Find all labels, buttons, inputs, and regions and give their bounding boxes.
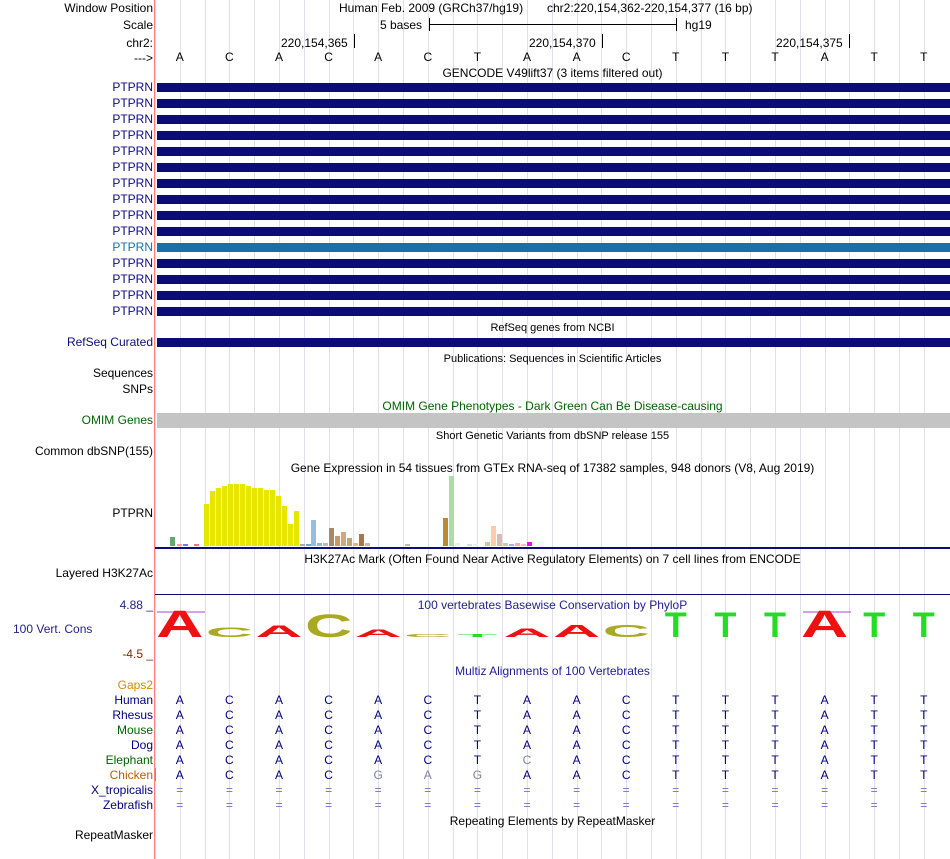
alignment-base: T	[870, 723, 878, 737]
alignment-base: C	[324, 723, 333, 737]
alignment-base: C	[522, 753, 532, 767]
alignment-base: T	[721, 723, 730, 737]
gtex-track-title[interactable]: Gene Expression in 54 tissues from GTEx RNA-seq of 17382 samples, 948 donors (V8, Aug 2019)	[290, 461, 815, 475]
alignment-base: T	[870, 693, 878, 707]
sequence-base: T	[721, 50, 730, 64]
alignment-base: A	[572, 693, 581, 707]
conservation-logo-letter: A	[255, 622, 303, 641]
alignment-base: A	[820, 753, 829, 767]
species-label[interactable]: Human	[114, 693, 153, 707]
alignment-base: T	[870, 768, 878, 782]
alignment-base: =	[473, 798, 481, 812]
tick-label: 220,154,375	[776, 36, 843, 50]
alignment-base: G	[472, 768, 483, 782]
alignment-base: =	[325, 798, 333, 812]
conservation-max-label: 4.88 _	[119, 598, 153, 612]
alignment-base: =	[771, 798, 779, 812]
gencode-transcript-label[interactable]: PTPRN	[112, 96, 153, 110]
scale-bases: 5 bases	[380, 18, 423, 32]
species-label[interactable]: Dog	[130, 738, 153, 752]
species-label[interactable]: X_tropicalis	[90, 783, 153, 797]
alignment-base: A	[175, 738, 184, 752]
sequence-base: C	[621, 50, 631, 64]
sequence-base: T	[473, 50, 482, 64]
alignment-base: C	[621, 723, 631, 737]
alignment-base: A	[820, 738, 829, 752]
sequences-label[interactable]: Sequences	[92, 366, 153, 380]
alignment-base: C	[324, 738, 333, 752]
gencode-transcript-label[interactable]: PTPRN	[112, 304, 153, 318]
alignment-base: T	[920, 768, 928, 782]
alignment-base: C	[225, 753, 234, 767]
sequence-base: A	[820, 50, 829, 64]
alignment-base: =	[573, 783, 581, 797]
alignment-base: T	[672, 738, 680, 752]
alignment-base: T	[721, 753, 730, 767]
alignment-base: A	[522, 723, 531, 737]
position-text[interactable]: chr2:220,154,362-220,154,377 (16 bp)	[547, 1, 753, 15]
alignment-base: A	[522, 693, 531, 707]
alignment-base: A	[572, 723, 581, 737]
conservation-label[interactable]: 100 Vert. Cons	[13, 622, 93, 636]
alignment-base: C	[225, 708, 234, 722]
alignment-base: A	[175, 753, 184, 767]
alignment-base: C	[423, 693, 433, 707]
gaps-label[interactable]: Gaps2	[117, 678, 153, 692]
sequence-base: A	[274, 50, 283, 64]
alignment-base: =	[424, 783, 432, 797]
species-label[interactable]: Mouse	[116, 723, 153, 737]
alignment-base: T	[721, 768, 730, 782]
gencode-transcript-label[interactable]: PTPRN	[112, 288, 153, 302]
alignment-base: =	[473, 783, 481, 797]
gencode-transcript-label[interactable]: PTPRN	[112, 240, 153, 254]
alignment-base: T	[672, 693, 680, 707]
alignment-base: T	[920, 693, 928, 707]
tick-label: 220,154,365	[281, 36, 348, 50]
conservation-logo-letter: C	[404, 633, 452, 638]
alignment-base: A	[522, 708, 531, 722]
dbsnp-track-title[interactable]: Short Genetic Variants from dbSNP release 155	[435, 430, 670, 442]
alignment-base: =	[275, 798, 283, 812]
conservation-logo-letter: A	[354, 627, 402, 640]
alignment-base: A	[423, 768, 432, 782]
alignment-base: C	[423, 708, 433, 722]
alignment-base: T	[870, 753, 878, 767]
window-position-label: Window Position	[64, 1, 153, 15]
alignment-base: A	[374, 723, 383, 737]
alignment-base: A	[522, 768, 531, 782]
h3k27ac-label[interactable]: Layered H3K27Ac	[55, 566, 153, 580]
alignment-base: A	[572, 738, 581, 752]
alignment-base: C	[621, 708, 631, 722]
alignment-base: =	[920, 783, 928, 797]
gencode-transcript-label[interactable]: PTPRN	[112, 128, 153, 142]
conservation-logo-letter: A	[503, 625, 551, 640]
sequence-base: T	[920, 50, 928, 64]
conservation-logo-letter: C	[602, 621, 650, 642]
alignment-base: T	[473, 723, 482, 737]
alignment-base: A	[175, 708, 184, 722]
species-label[interactable]: Chicken	[109, 768, 153, 782]
conservation-logo-letter: C	[304, 607, 353, 644]
alignment-base: T	[920, 738, 928, 752]
alignment-base: T	[870, 738, 878, 752]
sequence-base: T	[870, 50, 878, 64]
alignment-base: T	[920, 723, 928, 737]
conservation-logo-letter: T	[714, 605, 737, 645]
alignment-base: T	[721, 693, 730, 707]
sequence-base: C	[423, 50, 433, 64]
alignment-base: =	[870, 783, 878, 797]
alignment-base: T	[473, 753, 482, 767]
strand-arrow: --->	[134, 51, 153, 65]
sequence-base: A	[175, 50, 184, 64]
alignment-base: A	[820, 723, 829, 737]
alignment-base: =	[424, 798, 432, 812]
alignment-base: T	[920, 708, 928, 722]
alignment-base: =	[771, 783, 779, 797]
alignment-base: C	[423, 738, 433, 752]
alignment-base: A	[572, 768, 581, 782]
alignment-base: C	[621, 753, 631, 767]
alignment-base: =	[176, 783, 184, 797]
scale-label: Scale	[122, 18, 153, 32]
alignment-base: A	[522, 738, 531, 752]
gencode-track-title[interactable]: GENCODE V49lift37 (3 items filtered out)	[442, 66, 663, 80]
h3k27ac-track-title[interactable]: H3K27Ac Mark (Often Found Near Active Regulatory Elements) on 7 cell lines from ENCODE	[304, 552, 801, 566]
gap-marker	[155, 768, 156, 781]
alignment-base: A	[374, 708, 383, 722]
alignment-base: T	[473, 693, 482, 707]
gencode-transcript-label[interactable]: PTPRN	[112, 144, 153, 158]
gencode-transcript-label[interactable]: PTPRN	[112, 256, 153, 270]
alignment-base: G	[373, 768, 383, 782]
alignment-base: =	[225, 783, 233, 797]
sequence-base: T	[771, 50, 779, 64]
alignment-base: =	[721, 798, 729, 812]
alignment-base: A	[374, 693, 383, 707]
alignment-base: T	[473, 738, 482, 752]
alignment-base: A	[175, 768, 184, 782]
assembly-name: Human Feb. 2009 (GRCh37/hg19)	[339, 1, 524, 15]
alignment-base: =	[870, 798, 878, 812]
alignment-base: T	[920, 753, 928, 767]
alignment-base: A	[374, 738, 383, 752]
alignment-base: T	[771, 723, 779, 737]
alignment-base: A	[274, 693, 283, 707]
conservation-logo-letter: A	[156, 602, 204, 646]
alignment-base: C	[621, 738, 631, 752]
alignment-base: =	[672, 783, 680, 797]
chr-label: chr2:	[126, 36, 153, 50]
repeatmasker-label[interactable]: RepeatMasker	[74, 828, 153, 842]
alignment-base: A	[820, 693, 829, 707]
alignment-base: T	[721, 708, 730, 722]
multiz-track-title[interactable]: Multiz Alignments of 100 Vertebrates	[455, 664, 650, 678]
alignment-base: T	[771, 708, 779, 722]
alignment-base: A	[274, 738, 283, 752]
alignment-base: =	[721, 783, 729, 797]
alignment-base: C	[621, 768, 631, 782]
conservation-logo-letter: A	[552, 621, 601, 642]
gencode-transcript-label[interactable]: PTPRN	[112, 112, 153, 126]
alignment-base: =	[672, 798, 680, 812]
alignment-base: =	[821, 798, 829, 812]
conservation-logo-letter: A	[800, 602, 849, 646]
alignment-base: T	[771, 768, 779, 782]
alignment-base: A	[175, 723, 184, 737]
alignment-base: T	[672, 723, 680, 737]
tick-label: 220,154,370	[529, 36, 596, 50]
alignment-base: C	[324, 768, 333, 782]
alignment-base: A	[820, 708, 829, 722]
gencode-transcript-label[interactable]: PTPRN	[112, 208, 153, 222]
species-label[interactable]: Elephant	[105, 753, 153, 767]
conservation-logo-letter: T	[457, 633, 498, 638]
alignment-base: T	[771, 753, 779, 767]
sequence-base: A	[572, 50, 581, 64]
alignment-base: =	[622, 783, 630, 797]
species-label[interactable]: Rhesus	[112, 708, 153, 722]
alignment-base: =	[225, 798, 233, 812]
publications-track-title[interactable]: Publications: Sequences in Scientific Articles	[443, 353, 662, 365]
gencode-transcript-label[interactable]: PTPRN	[112, 224, 153, 238]
alignment-base: =	[374, 798, 382, 812]
alignment-base: C	[621, 693, 631, 707]
repeatmasker-track-title[interactable]: Repeating Elements by RepeatMasker	[449, 814, 656, 828]
gencode-transcript-label[interactable]: PTPRN	[112, 80, 153, 94]
alignment-base: A	[820, 768, 829, 782]
alignment-base: =	[622, 798, 630, 812]
gtex-label[interactable]: PTPRN	[112, 506, 153, 520]
species-label[interactable]: Zebrafish	[102, 798, 153, 812]
alignment-base: C	[324, 753, 333, 767]
alignment-base: =	[275, 783, 283, 797]
alignment-base: =	[920, 798, 928, 812]
alignment-base: A	[374, 753, 383, 767]
alignment-base: T	[473, 708, 482, 722]
alignment-base: C	[423, 753, 433, 767]
alignment-base: C	[225, 768, 234, 782]
alignment-base: =	[523, 798, 531, 812]
sequence-base: C	[225, 50, 234, 64]
alignment-base: A	[175, 693, 184, 707]
conservation-logo-letter: C	[205, 624, 254, 641]
alignment-base: C	[225, 738, 234, 752]
alignment-base: T	[771, 693, 779, 707]
sequence-base: T	[672, 50, 680, 64]
refseq-label[interactable]: RefSeq Curated	[66, 335, 153, 349]
gencode-transcript-label[interactable]: PTPRN	[112, 192, 153, 206]
alignment-base: C	[324, 708, 333, 722]
alignment-base: T	[870, 708, 878, 722]
alignment-base: A	[572, 753, 581, 767]
alignment-base: =	[325, 783, 333, 797]
conservation-logo-letter: T	[664, 605, 687, 645]
alignment-base: T	[721, 738, 730, 752]
sequence-base: C	[324, 50, 333, 64]
conservation-min-label: -4.5 _	[122, 647, 153, 661]
alignment-base: T	[672, 768, 680, 782]
db-name: hg19	[685, 18, 712, 32]
omim-track-title[interactable]: OMIM Gene Phenotypes - Dark Green Can Be Disease-causing	[382, 399, 723, 413]
alignment-base: T	[771, 738, 779, 752]
alignment-base: A	[274, 723, 283, 737]
alignment-base: T	[672, 708, 680, 722]
omim-label[interactable]: OMIM Genes	[81, 413, 153, 427]
snps-label[interactable]: SNPs	[122, 382, 153, 396]
alignment-base: C	[423, 723, 433, 737]
alignment-base: C	[324, 693, 333, 707]
alignment-base: C	[225, 723, 234, 737]
alignment-base: C	[225, 693, 234, 707]
conservation-track-title[interactable]: 100 vertebrates Basewise Conservation by PhyloP	[417, 598, 688, 612]
alignment-base: =	[523, 783, 531, 797]
gencode-transcript-label[interactable]: PTPRN	[112, 176, 153, 190]
alignment-base: A	[274, 708, 283, 722]
gencode-transcript-label[interactable]: PTPRN	[112, 272, 153, 286]
dbsnp-label[interactable]: Common dbSNP(155)	[34, 444, 153, 458]
alignment-base: =	[176, 798, 184, 812]
alignment-base: =	[374, 783, 382, 797]
gencode-transcript-label[interactable]: PTPRN	[112, 160, 153, 174]
conservation-logo-letter: T	[764, 605, 786, 645]
alignment-base: =	[573, 798, 581, 812]
alignment-base: T	[672, 753, 680, 767]
conservation-logo-letter: T	[912, 605, 935, 645]
alignment-base: A	[274, 753, 283, 767]
refseq-track-title[interactable]: RefSeq genes from NCBI	[490, 322, 615, 334]
sequence-base: A	[522, 50, 531, 64]
sequence-base: A	[374, 50, 383, 64]
conservation-logo-letter: T	[863, 605, 886, 645]
alignment-base: A	[572, 708, 581, 722]
alignment-base: A	[274, 768, 283, 782]
alignment-base: =	[821, 783, 829, 797]
